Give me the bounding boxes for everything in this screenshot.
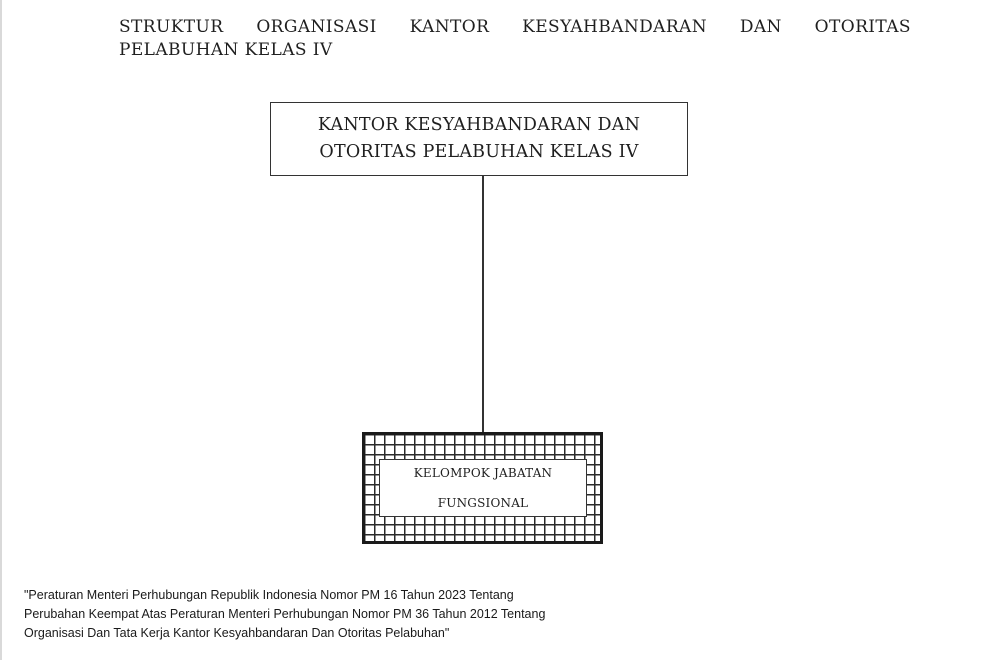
title-word: KANTOR [409,17,490,37]
org-node-head-office-line2: OTORITAS PELABUHAN KELAS IV [319,142,639,162]
source-citation-line3: Organisasi Dan Tata Kerja Kantor Kesyahbandaran Dan Otoritas Pelabuhan" [24,626,450,640]
title-word: STRUKTUR [119,17,224,37]
page-title [119,16,911,62]
org-connector-line [482,176,484,433]
page-edge [0,0,2,660]
page-title-line1 [119,16,911,39]
title-word: OTORITAS [814,17,911,37]
source-citation-line2: Perubahan Keempat Atas Peraturan Menteri Perhubungan Nomor PM 36 Tahun 2012 Tentang [24,607,546,621]
org-node-functional-group-line2: FUNGSIONAL [437,496,529,510]
title-word: DAN [739,17,782,37]
title-word: ORGANISASI [256,17,377,37]
org-node-head-office [270,102,688,176]
org-node-head-office-line1: KANTOR KESYAHBANDARAN DAN [317,115,641,135]
title-word: KESYAHBANDARAN [522,17,707,37]
org-node-functional-group-line1: KELOMPOK JABATAN [413,466,553,480]
org-node-functional-group [362,432,603,544]
source-citation-line1: "Peraturan Menteri Perhubungan Republik Indonesia Nomor PM 16 Tahun 2023 Tentang [24,588,514,602]
org-node-functional-group-label [379,459,587,517]
source-citation [24,586,624,643]
page-title-line2: PELABUHAN KELAS IV [119,40,333,60]
